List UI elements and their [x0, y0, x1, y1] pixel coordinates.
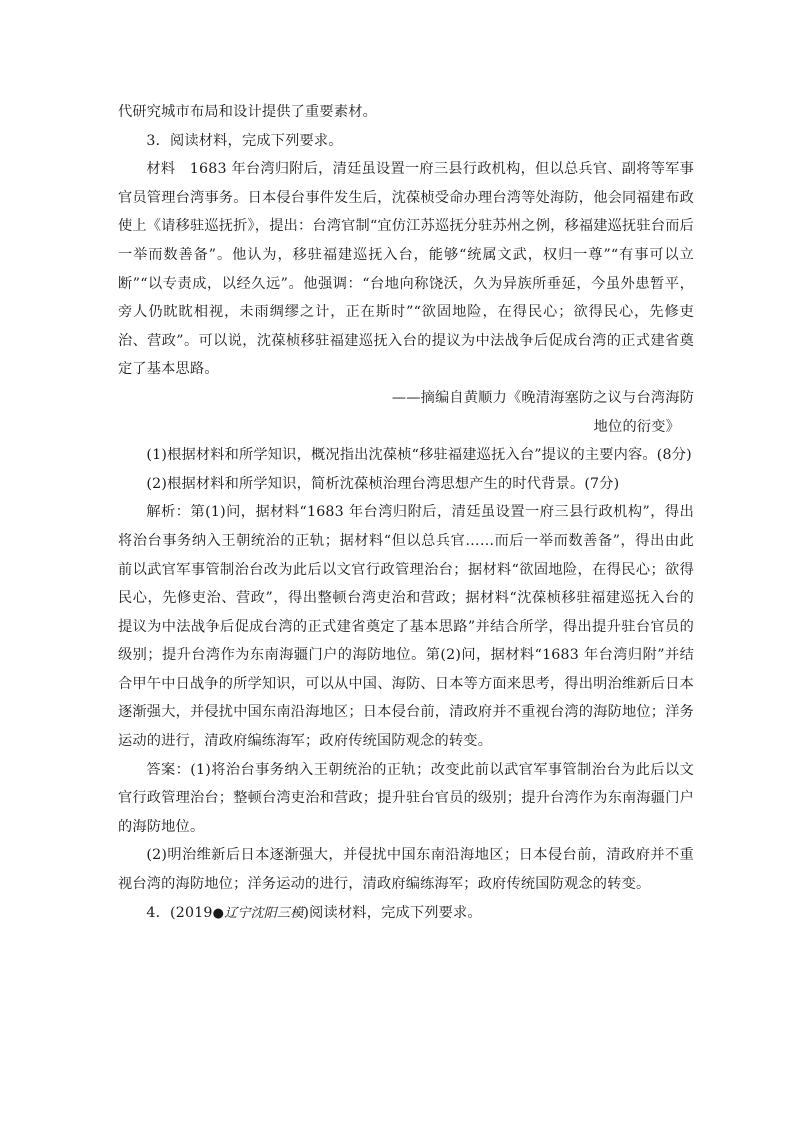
question-4-region: ●辽宁沈阳三模 — [212, 905, 304, 921]
source-citation-line-2: 地位的衍变》 — [593, 418, 680, 435]
question-3-intro: 3．阅读材料，完成下列要求。 — [146, 132, 343, 149]
sub-question-1: (1)根据材料和所学知识，概况指出沈葆桢“移驻福建巡抚入台”提议的主要内容。(8分) — [146, 447, 692, 464]
continued-text: 代研究城市布局和设计提供了重要素材。 — [118, 104, 377, 120]
sub-question-2: (2)根据材料和所学知识，简析沈葆桢治理台湾思想产生的时代背景。(7分) — [146, 475, 620, 492]
material-paragraph: 材料 1683 年台湾归附后，清廷虽设置一府三县行政机构，但以总兵官、副将等军事官员管理台湾事务。日本侵台事件发生后，沈葆桢受命办理台湾等处海防，他会同福建布政使上《请移驻巡抚折》，提出：台湾官制“宜仿江苏巡抚分驻苏州之例，移福建巡抚驻台而后一举而数善备”。他认为，移驻福建巡抚入台，能够“统属文武，权归一尊”“有事可以立断”“以专责成，以经久远”。他强调：“台地向称饶沃，久为异族所垂延，今虽外患暂平，旁人仍眈眈相视，未雨绸缪之计，正在斯时”“欲固地险，在得民心；欲得民心，先修吏治、营政”。可以说，沈葆桢移驻福建巡抚入台的提议为中法战争后促成台湾的正式建省奠定了基本思路。 — [118, 161, 694, 378]
question-4-intro — [118, 899, 694, 929]
question-4-prefix: 4．(2019 — [146, 904, 213, 921]
answer-paragraph-2: (2)明治维新后日本逐渐强大，并侵扰中国东南沿海地区；日本侵台前，清政府并不重视台湾的海防地位；洋务运动的进行，清政府编练海军；政府传统国防观念的转变。 — [118, 847, 694, 893]
answer-paragraph-1: 答案：(1)将治台事务纳入王朝统治的正轨；改变此前以武官军事管制治台为此后以文官行政管理治台；整顿台湾吏治和营政；提升驻台官员的级别；提升台湾作为东南海疆门户的海防地位。 — [118, 761, 694, 835]
analysis-paragraph: 解析：第(1)问，据材料“1683 年台湾归附后，清廷虽设置一府三县行政机构”，得出将治台事务纳入王朝统治的正轨；据材料“但以总兵官……而后一举而数善备”，得出由此前以武官军事管制治台改为此后以文官行政管理治台；据材料“欲固地险，在得民心；欲得民心，先修吏治、营政”，得出整顿台湾吏治和营政；据材料“沈葆桢移驻福建巡抚入台的提议为中法战争后促成台湾的正式建省奠定了基本思路”并结合所学，得出提升驻台官员的级别；提升台湾作为东南海疆门户的海防地位。第(2)问，据材料“1683 年台湾归附”并结合甲午中日战争的所学知识，可以从中国、海防、日本等方面来思考，得出明治维新后日本逐渐强大，并侵扰中国东南沿海地区；日本侵台前，清政府并不重视台湾的海防地位；洋务运动的进行，清政府编练海军；政府传统国防观念的转变。 — [118, 504, 694, 750]
question-4-suffix: )阅读材料，完成下列要求。 — [303, 904, 482, 921]
document-page — [118, 98, 694, 928]
source-citation-line-1: ——摘编自黄顺力《晚清海塞防之议与台湾海防 — [391, 389, 694, 406]
